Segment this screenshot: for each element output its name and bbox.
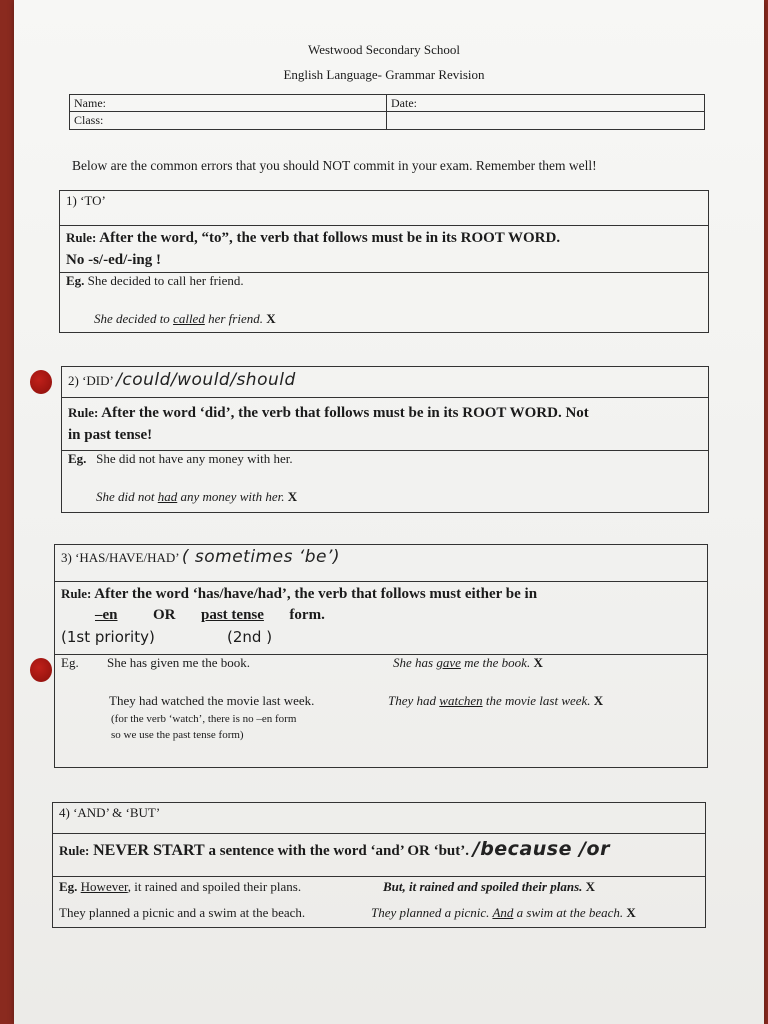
example-label: Eg. xyxy=(59,879,78,894)
example-label: Eg. xyxy=(66,273,85,288)
wrong-mark: X xyxy=(287,489,298,504)
punch-hole-mark xyxy=(30,658,52,682)
wrong-mark: X xyxy=(533,655,543,670)
section-title: 3) ‘HAS/HAVE/HAD’ xyxy=(61,550,179,565)
section-example-row xyxy=(62,451,708,511)
section-to xyxy=(59,190,709,333)
section-example-row xyxy=(60,273,708,331)
name-field[interactable]: Name: xyxy=(70,95,386,112)
rule-text: After the word, “to”, the verb that follows must be in its ROOT WORD. xyxy=(99,230,561,246)
date-field[interactable]: Date: xyxy=(387,95,704,112)
info-left-column xyxy=(70,95,387,129)
handwritten-note: /could/would/should xyxy=(116,370,296,390)
wrong-mark: X xyxy=(593,693,604,708)
section-title-row xyxy=(60,191,708,226)
priority-first: (1st priority) xyxy=(61,628,155,646)
section-title: 4) ‘AND’ & ‘BUT’ xyxy=(59,805,161,820)
example-wrong-2: They planned a picnic. And a swim at the beach. X xyxy=(371,905,636,920)
rule-text-line2: No -s/-ed/-ing ! xyxy=(66,252,161,268)
form-word: form. xyxy=(289,607,325,623)
rule-never-start: NEVER START xyxy=(93,842,205,859)
option-or: OR xyxy=(153,607,176,623)
section-rule-row xyxy=(62,398,708,451)
example-label: Eg. xyxy=(61,655,79,670)
class-field[interactable]: Class: xyxy=(74,113,104,127)
blank-cell xyxy=(387,112,704,128)
example-wrong: She has gave me the book. X xyxy=(393,655,543,670)
example-label: Eg. xyxy=(68,451,87,466)
example-correct: She decided to call her friend. xyxy=(87,273,244,288)
wrong-mark: X xyxy=(626,905,636,920)
section-title-row xyxy=(55,545,707,582)
info-table xyxy=(69,94,705,130)
section-did xyxy=(61,366,709,513)
example-wrong-2: They had watchen the movie last week. X xyxy=(388,693,604,708)
priority-second: (2nd ) xyxy=(227,628,273,646)
example-correct: She did not have any money with her. xyxy=(96,451,293,466)
rule-text-line2: in past tense! xyxy=(68,427,153,443)
section-example-row xyxy=(53,877,705,926)
rule-label: Rule: xyxy=(66,230,97,245)
example-wrong: She did not had any money with her. X xyxy=(96,489,298,504)
section-title-row xyxy=(53,803,705,834)
section-example-row xyxy=(55,655,707,766)
example-correct: She has given me the book. xyxy=(107,655,250,670)
example-correct-2: They planned a picnic and a swim at the beach. xyxy=(59,905,306,920)
wrong-mark: X xyxy=(266,311,276,326)
handwritten-note: /because /or xyxy=(472,838,610,860)
section-title-row xyxy=(62,367,708,398)
example-correct: Eg. However, it rained and spoiled their plans. xyxy=(59,879,302,894)
info-right-column xyxy=(387,95,704,129)
rule-label: Rule: xyxy=(59,843,90,858)
rule-label: Rule: xyxy=(68,405,99,420)
example-wrong: But, it rained and spoiled their plans. X xyxy=(383,879,596,894)
section-title: 2) ‘DID’ xyxy=(68,373,113,388)
rule-text: After the word ‘did’, the verb that follows must be in its ROOT WORD. Not xyxy=(101,405,589,421)
section-title: 1) ‘TO’ xyxy=(66,193,106,208)
option-en: –en xyxy=(95,607,118,623)
section-rule-row xyxy=(53,834,705,877)
rule-text: After the word ‘has/have/had’, the verb that follows must either be in xyxy=(94,586,538,602)
handwritten-note: ( sometimes ‘be’) xyxy=(181,547,341,567)
school-name: Westwood Secondary School xyxy=(307,42,461,57)
note-line-1: (for the verb ‘watch’, there is no –en form xyxy=(111,713,297,725)
example-correct-2: They had watched the movie last week. xyxy=(109,693,315,708)
wrong-mark: X xyxy=(585,879,596,894)
example-wrong: She decided to called her friend. X xyxy=(94,311,276,326)
worksheet-subject: English Language- Grammar Revision xyxy=(283,67,485,82)
section-rule-row xyxy=(55,582,707,655)
intro-text: Below are the common errors that you should NOT commit in your exam. Remember them well! xyxy=(72,158,597,173)
section-and-but xyxy=(52,802,706,928)
punch-hole-mark xyxy=(30,370,52,394)
option-past-tense: past tense xyxy=(201,607,264,623)
rule-text: a sentence with the word ‘and’ OR ‘but’. xyxy=(204,843,469,859)
worksheet-page xyxy=(14,0,764,1024)
note-line-2: so we use the past tense form) xyxy=(111,729,244,741)
section-has-have-had xyxy=(54,544,708,768)
rule-label: Rule: xyxy=(61,586,92,601)
section-rule-row xyxy=(60,226,708,273)
